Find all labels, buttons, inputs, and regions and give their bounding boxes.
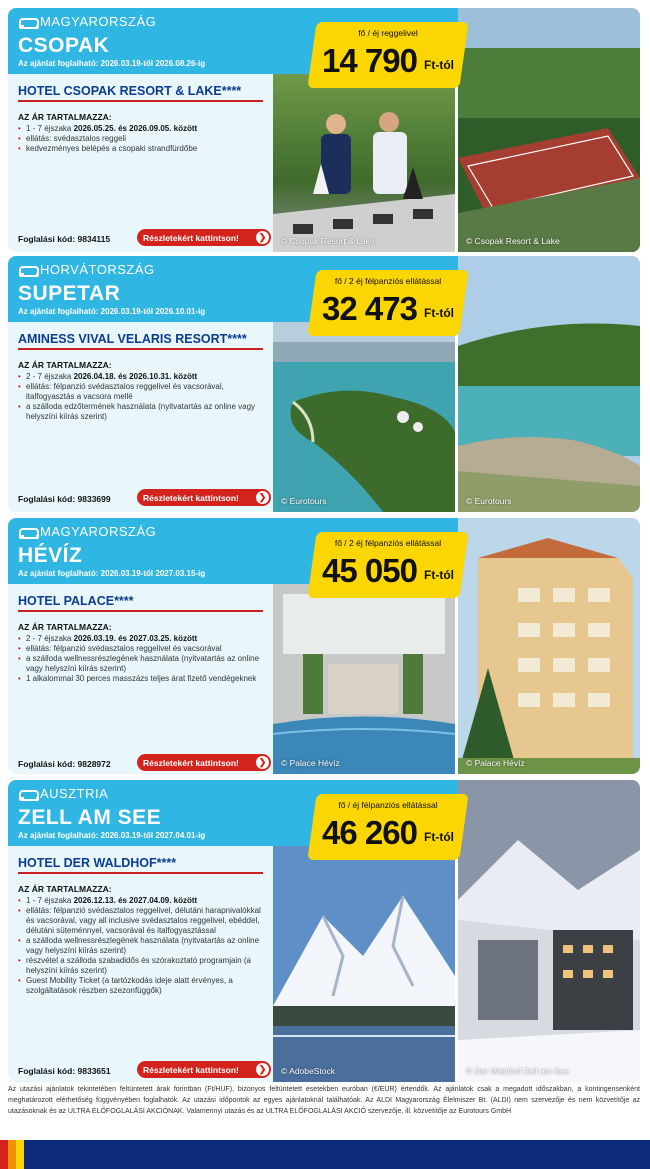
hotel-name[interactable]: HOTEL PALACE**** [18, 594, 263, 612]
hotel-photo-pool [273, 584, 455, 774]
includes-title: AZ ÁR TARTALMAZZA: [18, 112, 112, 122]
winter-hotel-image [458, 780, 640, 1082]
indoor-pool-image [273, 584, 455, 774]
car-icon [18, 16, 36, 28]
includes-title: AZ ÁR TARTALMAZZA: [18, 622, 112, 632]
hotel-building-image [458, 518, 640, 774]
chess-garden-image [273, 74, 455, 252]
details-button[interactable]: Részletekért kattintson! ❯ [137, 754, 271, 771]
car-icon [18, 526, 36, 538]
availability-text: Az ajánlat foglalható: 2026.03.19-től 2027.03.15-ig [18, 569, 206, 578]
price-value: 14 790 [322, 42, 417, 79]
legal-disclaimer: Az utazási ajánlatok tekintetében feltüntetett árak forintban (Ft/HUF), bizonyos feltüntetett esetekben euróban (€/EUR) értendők. Az ajánlatok csak a megadott időszakban, a kontingensenként meghatározott elérhetőség függvényében foglalhatók. Az utazási időpontok az egyes ajánlatoknál találhatóak. Az ALDI Magyarország Élelmiszer Bt. (ALDI) nem szervezője és nem közvetítője az utazásoknak és az ULTRA ELŐFOGLALÁSI AKCIÓNAK. Valamennyi utazás és az ULTRA ELŐFOGLALÁSI AKCIÓ szervezője, ill. közvetítője az Eurotours GmbH [8, 1086, 640, 1115]
price-label: fő / 2 éj félpanziós ellátással [334, 276, 442, 286]
mountain-lake-image [273, 846, 455, 1082]
hotel-photo-bay [458, 256, 640, 512]
includes-item: • 2 - 7 éjszaka 2026.03.19. és 2027.03.25. között [18, 634, 263, 644]
offer-details [8, 584, 273, 774]
hotel-name[interactable]: HOTEL DER WALDHOF**** [18, 856, 263, 874]
city-title: CSOPAK [18, 34, 110, 57]
details-button[interactable]: Részletekért kattintson! ❯ [137, 1061, 271, 1078]
includes-item: • 1 - 7 éjszaka 2026.12.13. és 2027.04.09. között [18, 896, 263, 906]
includes-item: • ellátás: félpanzió svédasztalos reggelivel, délutáni harapnivalókkal és vacsorával, vagy all inclusive svédasztalos reggelivel, ebéddel, délutáni süteménnyel, vacsorával és italfogyasztással [18, 906, 263, 936]
arrow-right-icon: ❯ [256, 491, 269, 504]
offer-details [8, 322, 273, 512]
arrow-right-icon: ❯ [256, 231, 269, 244]
includes-item: • ellátás: félpanzió svédasztalos reggelivel és vacsorával, italfogyasztás a vacsora mellé [18, 382, 263, 402]
price-unit: Ft-tól [424, 568, 454, 582]
photo-credit: © Palace Hévíz [281, 758, 340, 768]
price-badge [312, 22, 464, 88]
offer-details [8, 846, 273, 1082]
price-unit: Ft-tól [424, 830, 454, 844]
includes-list [18, 124, 263, 154]
country-name: HORVÁTORSZÁG [40, 262, 155, 277]
brand-stripes [0, 1140, 24, 1169]
price-value: 46 260 [322, 814, 417, 851]
car-icon [18, 788, 36, 800]
price-label: fő / éj félpanziós ellátással [338, 800, 438, 810]
price-label: fő / 2 éj félpanziós ellátással [334, 538, 442, 548]
offer-card-zell-am-see[interactable] [8, 780, 640, 1082]
tennis-court-image [458, 8, 640, 252]
booking-code: Foglalási kód: 9833651 [18, 1066, 111, 1076]
photo-credit: © Der Waldhof Zell am See [466, 1066, 570, 1076]
country-name: AUSZTRIA [40, 786, 109, 801]
price-badge [312, 270, 464, 336]
country-name: MAGYARORSZÁG [40, 524, 157, 539]
price-value: 32 473 [322, 290, 417, 327]
arrow-right-icon: ❯ [256, 756, 269, 769]
photo-credit: © AdobeStock [281, 1066, 335, 1076]
photo-credit: © Eurotours [281, 496, 327, 506]
price-value: 45 050 [322, 552, 417, 589]
details-button[interactable]: Részletekért kattintson! ❯ [137, 489, 271, 506]
includes-item: • a szálloda edzőtermének használata (nyitvatartás az online vagy helyszíni kiírás szerint) [18, 402, 263, 422]
price-badge [312, 532, 464, 598]
city-title: HÉVÍZ [18, 544, 83, 567]
availability-text: Az ajánlat foglalható: 2026.03.19-től 2026.08.26-ig [18, 59, 206, 68]
hotel-name[interactable]: AMINESS VIVAL VELARIS RESORT**** [18, 332, 263, 350]
city-title: ZELL AM SEE [18, 806, 162, 829]
photo-credit: © Csopak Resort & Lake [281, 236, 375, 246]
photo-credit: © Palace Hévíz [466, 758, 525, 768]
includes-item: • részvétel a szálloda szabadidős és szórakoztató programjain (a helyszíni kiírás szerint) [18, 956, 263, 976]
hotel-name[interactable]: HOTEL CSOPAK RESORT & LAKE**** [18, 84, 263, 102]
includes-item: • 1 - 7 éjszaka 2026.05.25. és 2026.09.05. között [18, 124, 263, 134]
car-icon [18, 264, 36, 276]
booking-code: Foglalási kód: 9834115 [18, 234, 111, 244]
offer-card-csopak[interactable] [8, 8, 640, 252]
includes-title: AZ ÁR TARTALMAZZA: [18, 360, 112, 370]
price-unit: Ft-tól [424, 306, 454, 320]
includes-list [18, 372, 263, 422]
offer-card-supetar[interactable] [8, 256, 640, 512]
price-label: fő / éj reggelivel [358, 28, 418, 38]
includes-item: • 1 alkalommal 30 perces masszázs teljes árat fizető vendégeknek [18, 674, 263, 684]
hotel-photo-building [458, 518, 640, 774]
includes-item: • ellátás: svédasztalos reggeli [18, 134, 263, 144]
hotel-photo-tennis [458, 8, 640, 252]
availability-text: Az ajánlat foglalható: 2026.03.19-től 2026.10.01-ig [18, 307, 206, 316]
includes-list [18, 896, 263, 996]
city-title: SUPETAR [18, 282, 121, 305]
photo-credit: © Csopak Resort & Lake [466, 236, 560, 246]
details-button[interactable]: Részletekért kattintson! ❯ [137, 229, 271, 246]
arrow-right-icon: ❯ [256, 1063, 269, 1076]
photo-credit: © Eurotours [466, 496, 512, 506]
includes-item: • a szálloda wellnessrészlegének használata (nyitvatartás az online vagy helyszíni kiírás szerint) [18, 936, 263, 956]
includes-item: • a szálloda wellnessrészlegének használata (nyitvatartás az online vagy helyszíni kiírás szerint) [18, 654, 263, 674]
bottom-brand-bar [0, 1140, 650, 1169]
availability-text: Az ajánlat foglalható: 2026.03.19-től 2027.04.01-ig [18, 831, 206, 840]
coast-aerial-image [273, 322, 455, 512]
price-unit: Ft-tól [424, 58, 454, 72]
bay-image [458, 256, 640, 512]
country-label [18, 262, 155, 277]
hotel-photo-chess [273, 74, 455, 252]
hotel-photo-mountain-lake [273, 846, 455, 1082]
includes-title: AZ ÁR TARTALMAZZA: [18, 884, 112, 894]
hotel-photo-winter-hotel [458, 780, 640, 1082]
includes-item: • ellátás: félpanzió svédasztalos reggelivel és vacsorával [18, 644, 263, 654]
includes-item: • 2 - 7 éjszaka 2026.04.18. és 2026.10.31. között [18, 372, 263, 382]
price-badge [312, 794, 464, 860]
offer-details [8, 74, 273, 252]
hotel-photo-coast-aerial [273, 322, 455, 512]
booking-code: Foglalási kód: 9833699 [18, 494, 111, 504]
country-label [18, 524, 156, 539]
includes-item: • kedvezményes belépés a csopaki strandfürdőbe [18, 144, 263, 154]
includes-item: • Guest Mobility Ticket (a tartózkodás ideje alatt érvényes, a szolgáltatások részben szezonfüggők) [18, 976, 263, 996]
booking-code: Foglalási kód: 9828972 [18, 759, 111, 769]
offer-card-heviz[interactable] [8, 518, 640, 774]
includes-list [18, 634, 263, 684]
country-name: MAGYARORSZÁG [40, 14, 157, 29]
country-label [18, 786, 108, 801]
country-label [18, 14, 156, 29]
